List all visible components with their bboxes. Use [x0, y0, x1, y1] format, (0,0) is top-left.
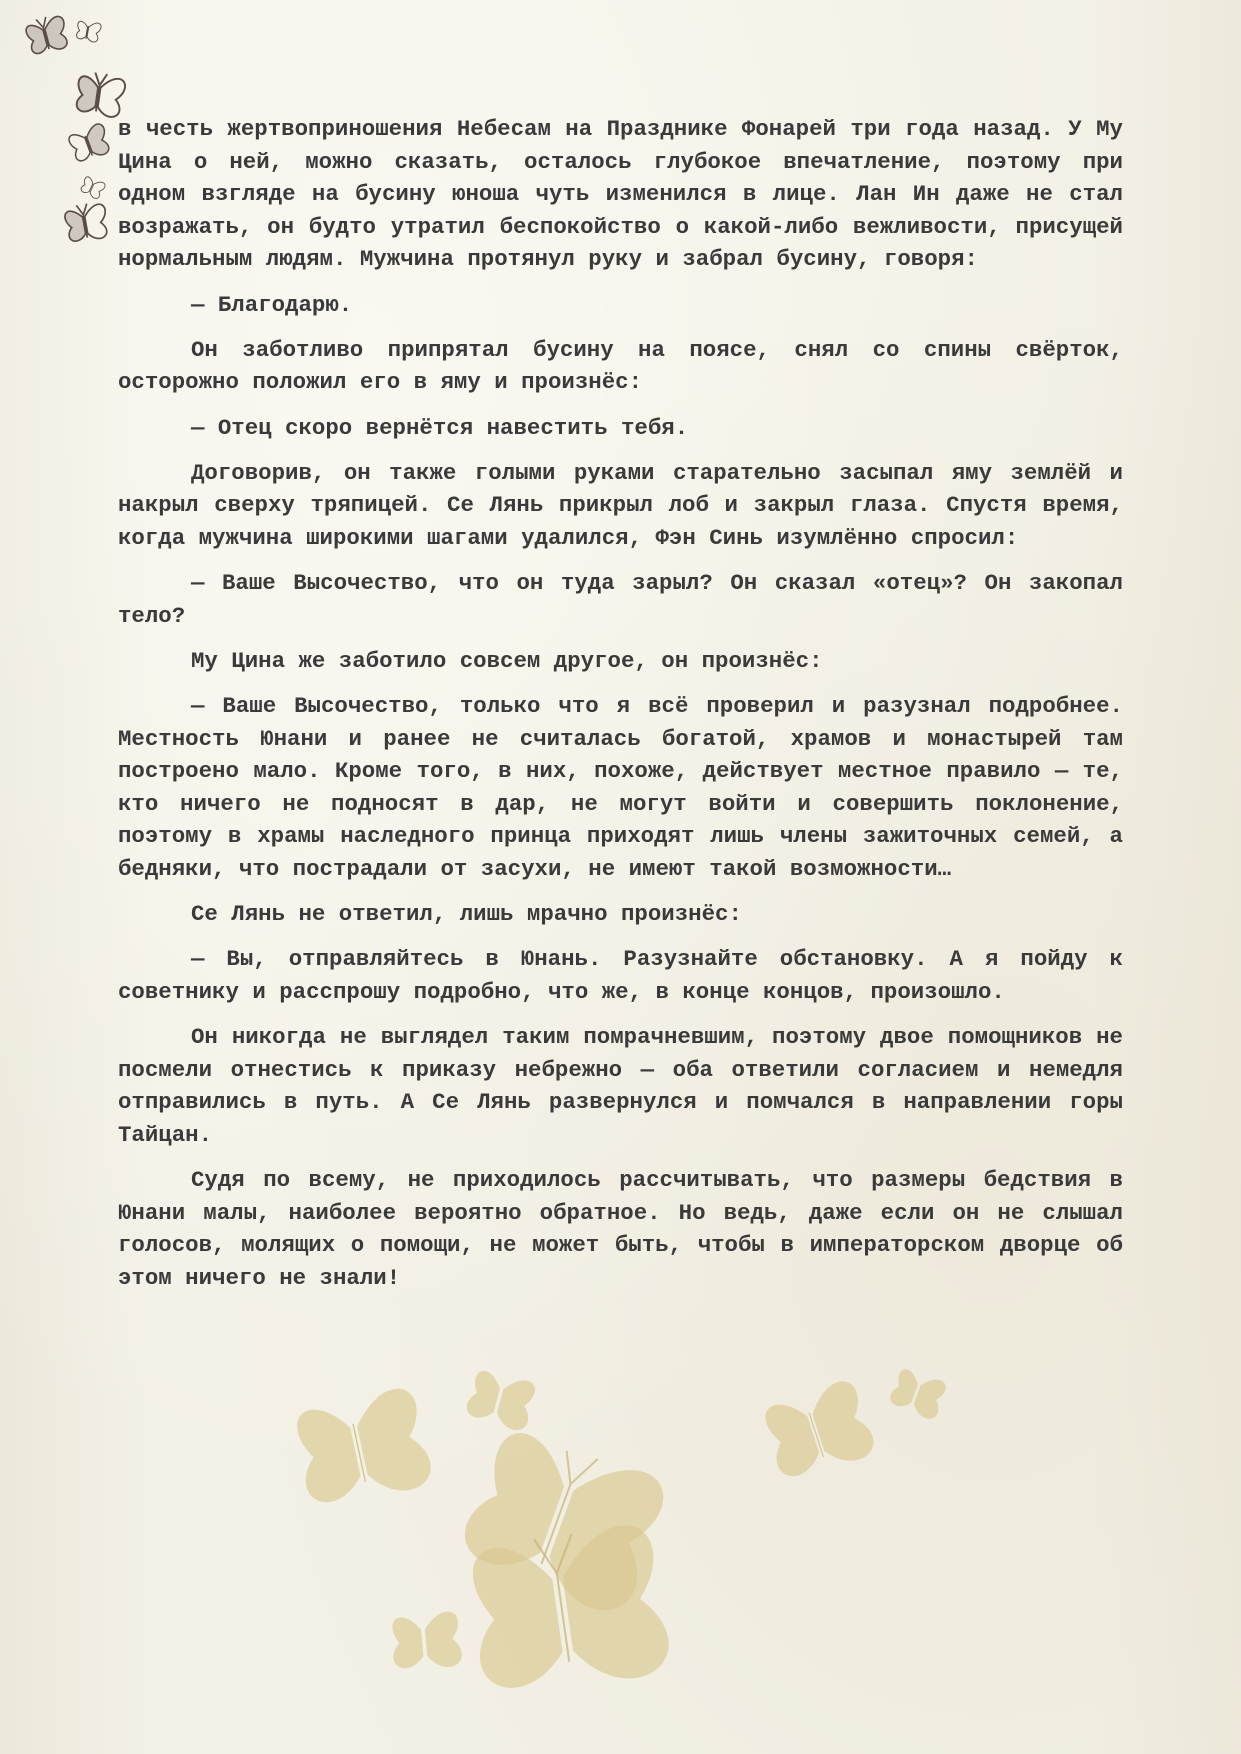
paragraph: — Благодарю. [191, 291, 353, 318]
paragraph: — Вы, отправляйтесь в Юнань. Разузнайте обстановку. А я пойду к советнику и расспрошу подробно, что же, в конце концов, произошло. [118, 946, 1123, 1005]
paragraph: — Отец скоро вернётся навестить тебя. [191, 414, 689, 441]
paragraph: — Ваше Высочество, что он туда зарыл? Он сказал «отец»? Он закопал тело? [118, 570, 1123, 629]
paragraph: Му Цина же заботило совсем другое, он произнёс: [191, 647, 823, 674]
paragraph: Се Лянь не ответил, лишь мрачно произнёс: [191, 901, 742, 928]
paragraph: Он никогда не выглядел таким помрачневшим, поэтому двое помощников не посмели отнестись к приказу небрежно — оба ответили согласием и немедля отправились в путь. А Се Лянь развернулся и помчался в направлении горы Тайцан. [118, 1024, 1123, 1148]
paragraph: Договорив, он также голыми руками старательно засыпал яму землёй и накрыл сверху тряпицей. Се Лянь прикрыл лоб и закрыл глаза. Спустя время, когда мужчина широкими шагами удалился, Фэн Синь изумлённо спросил: [118, 459, 1123, 551]
paragraph: — Ваше Высочество, только что я всё проверил и разузнал подробнее. Местность Юнани и ранее не считалась богатой, храмов и монастырей там построено мало. Кроме того, в них, похоже, действует местное правило — те, кто ничего не подносят в дар, не могут войти и совершить поклонение, поэтому в храмы наследного принца приходят лишь члены зажиточных семей, а бедняки, что пострадали от засухи, не имеют такой возможности… [118, 693, 1123, 883]
document-body [118, 113, 1123, 1307]
paragraph: в честь жертвоприношения Небесам на Празднике Фонарей три года назад. У Му Цина о ней, можно сказать, осталось глубокое впечатление, поэтому при одном взгляде на бусину юноша чуть изменился в лице. Лан Ин даже не стал возражать, он будто утратил беспокойство о какой-либо вежливости, присущей нормальным людям. Мужчина протянул руку и забрал бусину, говоря: [118, 116, 1123, 273]
paragraph: Судя по всему, не приходилось рассчитывать, что размеры бедствия в Юнани малы, наиболее вероятно обратное. Но ведь, даже если он не слышал голосов, молящих о помощи, не может быть, чтобы в императорском дворце об этом ничего не знали! [118, 1167, 1123, 1291]
gold-butterfly-icon [280, 1360, 960, 1750]
paragraph: Он заботливо припрятал бусину на поясе, снял со спины свёрток, осторожно положил его в яму и произнёс: [118, 336, 1123, 396]
